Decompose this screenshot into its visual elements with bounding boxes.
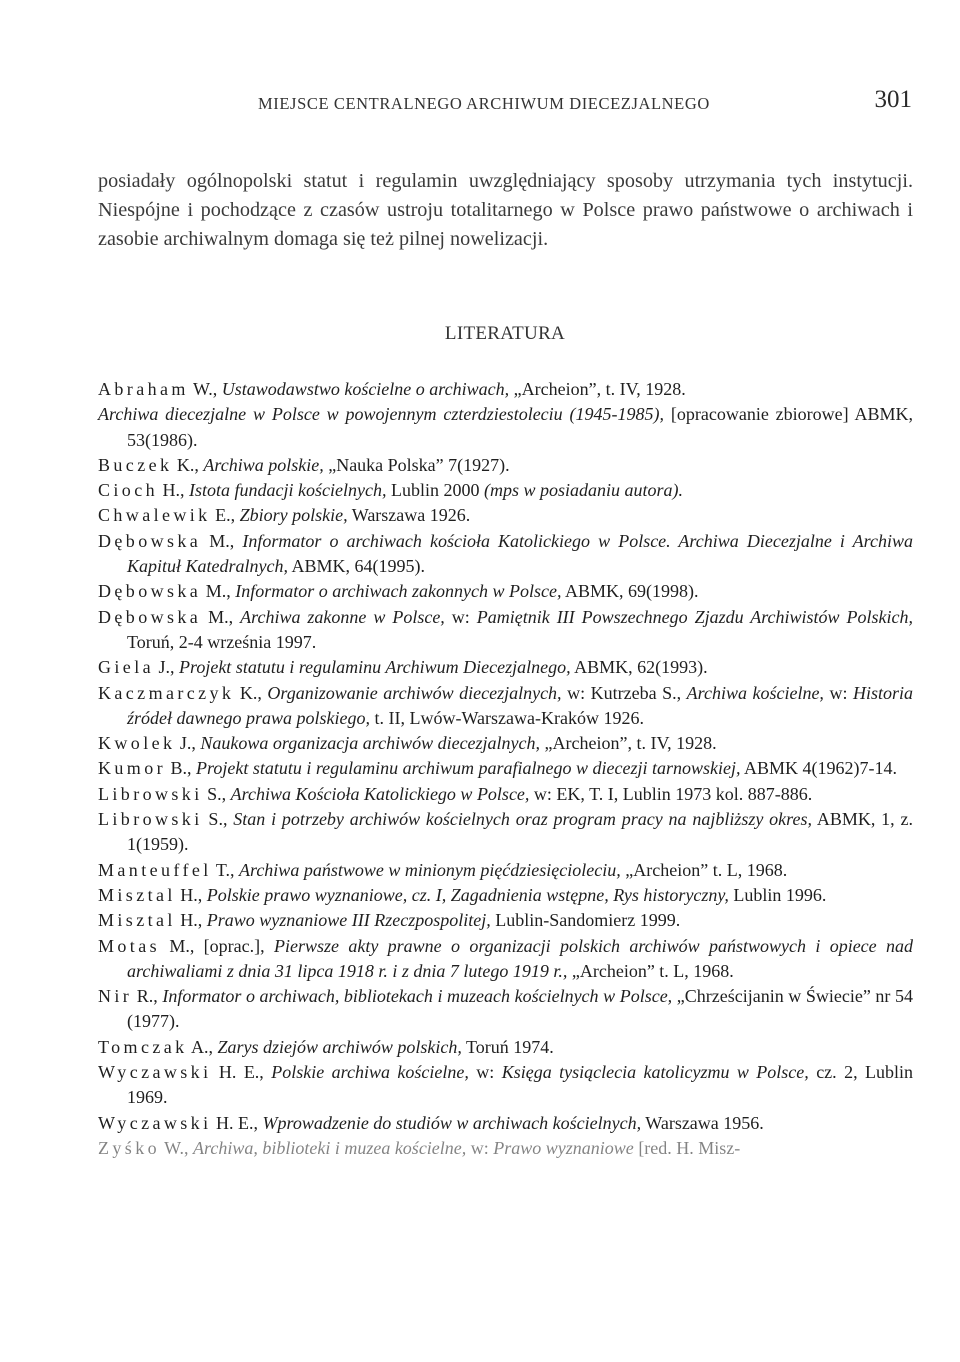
bibliography-entry	[98, 984, 913, 1035]
entry-text: H. E.,	[211, 1062, 272, 1083]
entry-text: „Archeion” t. L, 1968.	[620, 859, 788, 880]
entry-title: Projekt statutu i regulaminu archiwum parafialnego w diecezji tarnowskiej,	[196, 758, 741, 779]
entry-title: Pierwsze akty prawne o organizacji polskich archiwów państwowych i opiece nad archiwaliami z dnia 31 lipca 1918 r. i z dnia 7 lutego 1919 r.,	[127, 935, 914, 981]
entry-text: J.,	[153, 657, 179, 678]
entry-text: [red. H. Misz-	[633, 1137, 741, 1158]
entry-author: Librowski	[98, 783, 203, 804]
entry-title: Informator o archiwach kościoła Katolickiego w Polsce. Archiwa Diecezjalne i Archiwa Kapituł Katedralnych,	[127, 530, 913, 577]
bibliography-entry	[98, 782, 913, 807]
bibliography-entry	[98, 1035, 913, 1060]
entry-text: H. E.,	[211, 1112, 263, 1133]
entry-text: S.,	[202, 783, 231, 804]
bibliography-list	[98, 377, 913, 1161]
entry-text: Warszawa 1926.	[347, 505, 471, 526]
page-number: 301	[874, 86, 912, 113]
entry-text: Lublin 2000	[386, 480, 484, 501]
body-paragraph: posiadały ogólnopolski statut i regulamin uwzględniający sposoby utrzymania tych instytucji. Niespójne i pochodzące z czasów ustroju totalitarnego w Polsce prawo państwowe o archiwach i zasobie archiwalnym domaga się też pilnej nowelizacji.	[98, 170, 913, 251]
entry-text: T.,	[211, 859, 239, 880]
entry-text: H.,	[175, 884, 207, 905]
entry-title: Ustawodawstwo kościelne o archiwach,	[221, 379, 510, 399]
bibliography-entry	[98, 883, 913, 908]
entry-text: Toruń 1974.	[461, 1036, 554, 1057]
entry-author: Chwalewik	[98, 505, 211, 526]
entry-title: Archiwa polskie,	[203, 454, 324, 475]
entry-author: Librowski	[98, 809, 203, 830]
entry-text: Lublin-Sandomierz 1999.	[490, 910, 681, 931]
entry-text: W.,	[188, 379, 222, 399]
entry-title: Polskie prawo wyznaniowe, cz. I, Zagadnienia wstępne, Rys historyczny,	[206, 884, 729, 905]
bibliography-entry	[98, 934, 913, 985]
entry-title: Archiwa diecezjalne w Polsce w powojennym czterdziestoleciu (1945-1985),	[98, 404, 665, 425]
entry-title: Projekt statutu i regulaminu Archiwum Diecezjalnego,	[179, 657, 571, 678]
entry-text: A.,	[187, 1036, 218, 1057]
entry-title: Zbiory polskie,	[239, 505, 348, 526]
entry-text: w:	[444, 606, 477, 627]
entry-author: Cioch	[98, 480, 158, 501]
bibliography-entry	[98, 529, 913, 580]
entry-text: M.,	[201, 606, 241, 627]
entry-author: Misztal	[98, 884, 176, 905]
bibliography-entry	[98, 478, 913, 503]
entry-author: Kumor	[98, 758, 166, 779]
entry-author: Buczek	[98, 454, 173, 475]
entry-title: Prawo wyznaniowe III Rzeczpospolitej,	[206, 910, 491, 931]
entry-text: R.,	[132, 986, 163, 1007]
entry-title: Archiwa Kościoła Katolickiego w Polsce,	[230, 783, 530, 804]
entry-text: „Nauka Polska” 7(1927).	[323, 454, 510, 475]
running-title: MIEJSCE CENTRALNEGO ARCHIWUM DIECEZJALNEGO	[258, 94, 710, 113]
entry-author: Kwolek	[98, 733, 176, 754]
bibliography-entry	[98, 731, 913, 756]
bibliography-entry	[98, 579, 913, 604]
entry-text: M.,	[201, 581, 236, 602]
entry-text: „Archeion”, t. IV, 1928.	[540, 733, 717, 754]
entry-author: Kaczmarczyk	[98, 682, 235, 703]
entry-title: Archiwa zakonne w Polsce,	[240, 606, 445, 627]
entry-title: Księga tysiąclecia katolicyzmu w Polsce,	[501, 1062, 809, 1083]
entry-text: w:	[466, 1137, 494, 1158]
entry-text: B.,	[166, 758, 197, 779]
bibliography-entry	[98, 858, 913, 883]
bibliography-entry	[98, 503, 913, 528]
entry-title: Pamiętnik III Powszechnego Zjazdu Archiwistów Polskich,	[476, 606, 914, 627]
entry-text: W.,	[160, 1137, 194, 1158]
entry-author: Motas	[98, 935, 160, 956]
entry-text: ABMK, 1, z. 1(1959).	[127, 809, 913, 855]
bibliography-entry	[98, 377, 913, 402]
entry-text: w: EK, T. I, Lublin 1973 kol. 887-886.	[529, 783, 813, 804]
bibliography-entry	[98, 453, 913, 478]
entry-text: M., [oprac.],	[160, 935, 274, 956]
entry-author: Manteuffel	[98, 859, 212, 880]
entry-text: ABMK 4(1962)7-14.	[740, 758, 897, 779]
entry-author: Giela	[98, 657, 154, 678]
bibliography-entry	[98, 402, 913, 453]
bibliography-entry	[98, 1111, 913, 1136]
entry-text: H.,	[175, 910, 207, 931]
entry-title: Informator o archiwach zakonnych w Polsce,	[235, 581, 562, 602]
entry-text: Lublin 1996.	[728, 884, 827, 905]
entry-text: „Archeion”, t. IV, 1928.	[509, 379, 686, 399]
entry-text: w:	[468, 1062, 502, 1083]
entry-author: Wyczawski	[98, 1062, 212, 1083]
entry-text: Toruń, 2-4 września 1997.	[127, 631, 317, 652]
entry-title: Historia źródeł dawnego prawa polskiego,	[127, 682, 913, 728]
entry-text: K.,	[234, 682, 268, 703]
entry-title: Istota fundacji kościelnych,	[189, 480, 387, 501]
entry-author: Misztal	[98, 910, 176, 931]
entry-text: J.,	[175, 733, 201, 754]
entry-text: cz. 2, Lublin 1969.	[127, 1062, 914, 1108]
entry-title: Polskie archiwa kościelne,	[271, 1062, 469, 1083]
entry-title: (mps w posiadaniu autora).	[483, 480, 683, 501]
entry-text: w:	[823, 682, 853, 703]
entry-text: E.,	[210, 505, 240, 526]
bibliography-entry	[98, 655, 913, 680]
entry-text: Warszawa 1956.	[641, 1112, 764, 1133]
entry-title: Archiwa, biblioteki i muzea kościelne,	[193, 1137, 467, 1158]
bibliography-entry	[98, 908, 913, 933]
entry-title: Archiwa kościelne,	[686, 682, 824, 703]
entry-text: t. II, Lwów-Warszawa-Kraków 1926.	[370, 707, 644, 728]
entry-text: M.,	[201, 530, 243, 551]
entry-title: Archiwa państwowe w minionym pięćdziesięcioleciu,	[238, 859, 621, 880]
entry-author: Dębowska	[98, 606, 202, 627]
entry-text: ABMK, 69(1998).	[561, 581, 699, 602]
bibliography-entry-cut-off	[98, 1136, 913, 1161]
entry-author: Tomczak	[98, 1036, 188, 1057]
entry-text: H.,	[158, 480, 189, 501]
entry-author: Dębowska	[98, 530, 202, 551]
entry-text: [opracowanie zbiorowe] ABMK, 53(1986).	[127, 404, 913, 450]
entry-text: „Chrześcijanin w Świecie” nr 54 (1977).	[127, 986, 913, 1032]
entry-text: ABMK, 62(1993).	[570, 657, 708, 678]
entry-text: S.,	[202, 809, 234, 830]
entry-text: ABMK, 64(1995).	[288, 556, 426, 577]
section-heading-literatura: LITERATURA	[444, 323, 566, 344]
entry-author: Wyczawski	[98, 1112, 212, 1133]
entry-title: Zarys dziejów archiwów polskich,	[217, 1036, 462, 1057]
entry-author: Abraham	[98, 379, 189, 399]
entry-title: Naukowa organizacja archiwów diecezjalnych,	[200, 733, 541, 754]
entry-title: Wprowadzenie do studiów w archiwach kościelnych,	[262, 1112, 642, 1133]
entry-text: w: Kutrzeba S.,	[561, 682, 687, 703]
bibliography-entry	[98, 1060, 913, 1111]
entry-author: Nir	[98, 986, 133, 1007]
entry-author: Dębowska	[98, 581, 202, 602]
entry-author: Zyśko	[98, 1137, 160, 1158]
entry-title: Organizowanie archiwów diecezjalnych,	[267, 682, 562, 703]
bibliography-entry	[98, 756, 913, 781]
bibliography-entry	[98, 605, 913, 656]
bibliography-entry	[98, 681, 913, 732]
entry-title: Informator o archiwach, bibliotekach i muzeach kościelnych w Polsce,	[162, 986, 673, 1007]
entry-title: Prawo wyznaniowe	[493, 1137, 634, 1158]
entry-text: K.,	[172, 454, 204, 475]
entry-text: „Archeion” t. L, 1968.	[567, 960, 734, 981]
entry-title: Stan i potrzeby archiwów kościelnych oraz program pracy na najbliższy okres,	[233, 809, 812, 830]
bibliography-entry	[98, 807, 913, 858]
running-header	[98, 86, 912, 120]
